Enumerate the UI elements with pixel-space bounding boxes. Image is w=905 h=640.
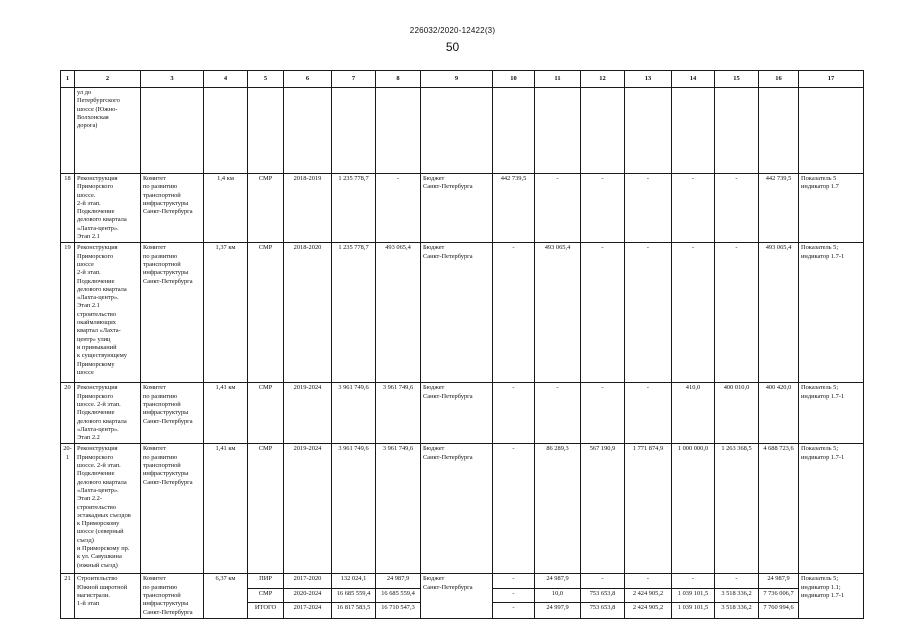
amount-cell xyxy=(672,574,715,618)
period-cell: 2018-2019 xyxy=(284,174,332,243)
executor-cell xyxy=(141,243,204,383)
sub-row-value: - xyxy=(646,575,650,583)
column-header: 12 xyxy=(581,71,625,88)
sub-row-value: 16 817 583,5 xyxy=(332,602,375,616)
column-header: 16 xyxy=(759,71,799,88)
text-line: Комитет xyxy=(143,244,166,252)
text-line: по развитию xyxy=(143,252,178,260)
text-line: центр» улиц xyxy=(77,335,111,343)
text-line: Этап 2.1 xyxy=(77,302,100,310)
text-line: по развитию xyxy=(143,583,178,591)
text-line: строительство xyxy=(77,503,117,511)
row-number: 20 xyxy=(61,383,75,444)
amount-cell: 400 010,0 xyxy=(715,383,759,444)
amount-cell xyxy=(715,574,759,618)
indicator-cell xyxy=(799,444,864,574)
text-line: инфраструктуры xyxy=(143,470,189,478)
text-line: транспортной xyxy=(143,191,181,199)
text-line: Санкт-Петербурга xyxy=(423,453,473,461)
sub-row-value: - xyxy=(512,575,515,583)
sub-row-value: - xyxy=(601,575,604,583)
text-line: и Приморскому пр. xyxy=(77,545,130,553)
empty-cell xyxy=(61,88,75,174)
sub-row-value: ПИР xyxy=(259,575,272,583)
sub-row-value: 16 685 559,4 xyxy=(332,588,375,602)
executor-cell xyxy=(141,383,204,444)
amount-cell: - xyxy=(493,383,535,444)
sub-row-value: - xyxy=(493,588,534,602)
cost-remaining-cell: 3 961 749,6 xyxy=(376,444,421,574)
period-cell xyxy=(284,574,332,618)
text-line: «Лахта-центр». xyxy=(77,294,119,302)
text-line: инфраструктуры xyxy=(143,600,189,608)
text-line: Санкт-Петербурга xyxy=(143,478,193,486)
text-line: шоссе. 2-й этап. xyxy=(77,400,121,408)
text-line: Санкт-Петербурга xyxy=(143,417,193,425)
amount-cell: 4 688 723,6 xyxy=(759,444,799,574)
text-line: Бюджет xyxy=(423,575,445,583)
column-header: 9 xyxy=(421,71,493,88)
text-line: индикатор 1.7-1 xyxy=(801,252,845,260)
amount-cell: 1 000 000,0 xyxy=(672,444,715,574)
text-line: строительство xyxy=(77,310,117,318)
sub-row-value: 2 424 905,2 xyxy=(625,602,671,616)
row-number: 20-1 xyxy=(61,444,75,574)
sub-row-value: 7 736 006,7 xyxy=(759,588,798,602)
period-cell: 2019-2024 xyxy=(284,444,332,574)
text-line: 2-й этап. xyxy=(77,199,101,207)
empty-cell xyxy=(799,88,864,174)
empty-cell xyxy=(421,88,493,174)
capacity-cell: 6,37 км xyxy=(204,574,248,618)
amount-cell: 493 065,4 xyxy=(535,243,581,383)
text-line: Волхонская xyxy=(77,113,109,121)
text-line: Подключение xyxy=(77,277,115,285)
object-name-cell xyxy=(75,574,141,618)
text-line: Санкт-Петербурга xyxy=(423,583,473,591)
text-line: Показатель 5; xyxy=(801,445,839,453)
sub-row-value: 132 024,1 xyxy=(340,575,367,583)
table-row xyxy=(61,383,864,444)
text-line: Подключение xyxy=(77,409,115,417)
sub-row-value: ИТОГО xyxy=(248,602,283,616)
empty-cell xyxy=(759,88,799,174)
work-type-cell: СМР xyxy=(248,444,284,574)
text-line: магистрали. xyxy=(77,592,110,600)
text-line: Комитет xyxy=(143,445,166,453)
text-line: Бюджет xyxy=(423,175,445,182)
text-line: индикатор 1.7-1 xyxy=(801,592,845,600)
amount-cell: - xyxy=(581,383,625,444)
text-line: эстакадных съездов xyxy=(77,511,131,519)
column-header: 7 xyxy=(332,71,376,88)
text-line: шоссе xyxy=(77,260,94,268)
column-header: 3 xyxy=(141,71,204,88)
text-line: к Приморскому xyxy=(77,520,120,528)
text-line: (южный съезд) xyxy=(77,561,118,569)
text-line: по развитию xyxy=(143,392,178,400)
amount-cell: 86 289,3 xyxy=(535,444,581,574)
text-line: Строительство xyxy=(77,575,118,583)
amount-cell xyxy=(759,574,799,618)
text-line: Подключение xyxy=(77,208,115,216)
text-line: шоссе (Южно- xyxy=(77,105,118,113)
text-line: транспортной xyxy=(143,592,181,600)
empty-cell xyxy=(581,88,625,174)
column-header: 17 xyxy=(799,71,864,88)
empty-cell xyxy=(715,88,759,174)
amount-cell: - xyxy=(715,243,759,383)
cost-total-cell: 3 961 749,6 xyxy=(332,383,376,444)
text-line: Бюджет xyxy=(423,384,445,392)
text-line: делового квартала xyxy=(77,216,127,224)
text-line: Приморского xyxy=(77,183,114,191)
row-number: 19 xyxy=(61,243,75,383)
text-line: «Лахта-центр». xyxy=(77,425,119,433)
amount-cell xyxy=(581,574,625,618)
text-line: Комитет xyxy=(143,384,166,392)
object-name-cell xyxy=(75,383,141,444)
empty-cell xyxy=(204,88,248,174)
text-line: шоссе. xyxy=(77,191,96,199)
empty-cell xyxy=(625,88,672,174)
text-line: Приморского xyxy=(77,252,114,260)
text-line: транспортной xyxy=(143,400,181,408)
text-line: Петербургского xyxy=(77,97,120,105)
cost-total-cell: 3 961 749,6 xyxy=(332,444,376,574)
text-line: делового квартала xyxy=(77,285,127,293)
text-line: шоссе xyxy=(77,368,94,376)
cost-remaining-cell: 493 065,4 xyxy=(376,243,421,383)
capacity-cell: 1,41 км xyxy=(204,444,248,574)
amount-cell: 442 739,5 xyxy=(759,174,799,243)
sub-row-value: 16 710 547,3 xyxy=(376,602,420,616)
column-header: 1 xyxy=(61,71,75,88)
source-cell xyxy=(421,574,493,618)
text-line: Показатель 5; xyxy=(801,384,839,392)
cost-total-cell: 1 235 778,7 xyxy=(332,243,376,383)
text-line: 2-й этап. xyxy=(77,269,101,277)
amount-cell: 442 739,5 xyxy=(493,174,535,243)
text-line: квартал «Лахта- xyxy=(77,327,121,335)
text-line: Комитет xyxy=(143,575,166,583)
source-cell xyxy=(421,444,493,574)
amount-cell xyxy=(535,574,581,618)
text-line: «Лахта-центр». xyxy=(77,224,119,232)
column-header: 10 xyxy=(493,71,535,88)
text-line: Приморского xyxy=(77,453,114,461)
text-line: Реконструкция xyxy=(77,445,118,453)
text-line: Бюджет xyxy=(423,244,445,252)
empty-cell xyxy=(248,88,284,174)
text-line: «Лахта-центр». xyxy=(77,486,119,494)
amount-cell xyxy=(493,574,535,618)
text-line: Этап 2.2 xyxy=(77,434,100,442)
cost-total-cell xyxy=(332,574,376,618)
text-line: Реконструкция xyxy=(77,384,118,392)
column-header: 11 xyxy=(535,71,581,88)
cost-total-cell: 1 235 778,7 xyxy=(332,174,376,243)
amount-cell: - xyxy=(672,243,715,383)
cost-remaining-cell xyxy=(376,574,421,618)
source-cell xyxy=(421,383,493,444)
text-line: Этап 2.2- xyxy=(77,495,102,503)
amount-cell: - xyxy=(672,174,715,243)
sub-row-value: - xyxy=(735,575,738,583)
text-line: 1-й этап xyxy=(77,600,100,608)
amount-cell: - xyxy=(625,243,672,383)
text-line: и примыканий xyxy=(77,343,117,351)
sub-row-value: 2020-2024 xyxy=(284,588,331,602)
table-row xyxy=(61,444,864,574)
text-line: Показатель 5 xyxy=(801,175,837,182)
sub-row-value: 2017-2020 xyxy=(293,575,322,583)
text-line: Показатель 5; xyxy=(801,244,839,252)
empty-cell xyxy=(332,88,376,174)
text-line: делового квартала xyxy=(77,417,127,425)
sub-row-value: 10,0 xyxy=(535,588,580,602)
amount-cell: - xyxy=(581,243,625,383)
capacity-cell: 1,37 км xyxy=(204,243,248,383)
empty-cell xyxy=(284,88,332,174)
cost-remaining-cell: 3 961 749,6 xyxy=(376,383,421,444)
sub-row-value: - xyxy=(691,575,695,583)
source-cell xyxy=(421,243,493,383)
sub-row-value: СМР xyxy=(248,588,283,602)
text-line: Южной широтной xyxy=(77,583,128,591)
document-id: 226032/2020-12422(3) xyxy=(409,26,496,35)
amount-cell: 493 065,4 xyxy=(759,243,799,383)
column-number-row xyxy=(61,71,864,88)
column-header: 14 xyxy=(672,71,715,88)
work-type-cell: СМР xyxy=(248,243,284,383)
text-line: Приморского xyxy=(77,392,114,400)
executor-cell xyxy=(141,574,204,618)
text-line: дорога) xyxy=(77,122,98,130)
sub-row-value: 24 997,9 xyxy=(535,602,580,616)
text-line: индикатор 1.7-1 xyxy=(801,453,845,461)
text-line: транспортной xyxy=(143,260,181,268)
empty-cell xyxy=(493,88,535,174)
text-line: Приморскому xyxy=(77,360,115,368)
column-header: 2 xyxy=(75,71,141,88)
amount-cell: 1 771 874,9 xyxy=(625,444,672,574)
indicator-cell xyxy=(799,574,864,618)
text-line: индикатор 1.7 xyxy=(801,183,839,191)
text-line: Санкт-Петербурга xyxy=(423,252,473,260)
column-header: 8 xyxy=(376,71,421,88)
amount-cell: 400 420,0 xyxy=(759,383,799,444)
amount-cell: - xyxy=(535,174,581,243)
source-cell xyxy=(421,174,493,243)
sub-row-value: 24 987,9 xyxy=(767,575,790,583)
sub-row-value: 3 518 336,2 xyxy=(715,588,758,602)
amount-cell: 567 190,9 xyxy=(581,444,625,574)
table-row xyxy=(61,88,864,174)
text-line: Показатель 5; xyxy=(801,575,839,583)
text-line: по развитию xyxy=(143,453,178,461)
text-line: ул до xyxy=(77,89,92,96)
empty-cell xyxy=(141,88,204,174)
cost-remaining-cell: - xyxy=(376,174,421,243)
sub-row-value: - xyxy=(493,602,534,616)
column-header: 15 xyxy=(715,71,759,88)
object-name-cell xyxy=(75,88,141,174)
capacity-cell: 1,4 км xyxy=(204,174,248,243)
sub-row-value: 2017-2024 xyxy=(284,602,331,616)
text-line: по развитию xyxy=(143,183,178,191)
text-line: Этап 2.1 xyxy=(77,233,100,241)
text-line: индикатор 1.7-1 xyxy=(801,392,845,400)
indicator-cell xyxy=(799,174,864,243)
program-table xyxy=(60,70,864,619)
sub-row-value: 24 987,9 xyxy=(386,575,410,583)
text-line: инфраструктуры xyxy=(143,409,189,417)
text-line: к ул. Савушкина xyxy=(77,553,122,561)
text-line: инфраструктуры xyxy=(143,199,189,207)
sub-row-value: 1 039 101,5 xyxy=(672,588,714,602)
text-line: Санкт-Петербурга xyxy=(143,608,193,616)
empty-cell xyxy=(672,88,715,174)
table-row xyxy=(61,174,864,243)
capacity-cell: 1,41 км xyxy=(204,383,248,444)
text-line: Реконструкция xyxy=(77,244,118,252)
text-line: шоссе (северный xyxy=(77,528,124,536)
sub-row-value: 16 685 559,4 xyxy=(376,588,420,602)
column-header: 5 xyxy=(248,71,284,88)
object-name-cell xyxy=(75,243,141,383)
amount-cell: - xyxy=(715,174,759,243)
text-line: Подключение xyxy=(77,470,115,478)
sub-row-value: 753 653,8 xyxy=(581,602,624,616)
text-line: инфраструктуры xyxy=(143,269,189,277)
work-type-cell: СМР xyxy=(248,383,284,444)
amount-cell: - xyxy=(581,174,625,243)
text-line: Санкт-Петербурга xyxy=(143,208,193,216)
page-number: 50 xyxy=(445,40,460,54)
table-row xyxy=(61,243,864,383)
empty-cell xyxy=(376,88,421,174)
sub-row-value: 1 039 101,5 xyxy=(672,602,714,616)
column-header: 13 xyxy=(625,71,672,88)
text-line: индикатор 1.1; xyxy=(801,583,841,591)
text-line: Комитет xyxy=(143,175,166,182)
sub-row-value: 3 518 336,2 xyxy=(715,602,758,616)
indicator-cell xyxy=(799,383,864,444)
table-row xyxy=(61,574,864,618)
sub-row-value: 753 653,8 xyxy=(581,588,624,602)
row-number: 18 xyxy=(61,174,75,243)
work-type-cell xyxy=(248,574,284,618)
object-name-cell xyxy=(75,174,141,243)
amount-cell: - xyxy=(493,444,535,574)
sub-row-value: 2 424 905,2 xyxy=(625,588,671,602)
amount-cell xyxy=(625,574,672,618)
amount-cell: 410,0 xyxy=(672,383,715,444)
work-type-cell: СМР xyxy=(248,174,284,243)
amount-cell: - xyxy=(625,174,672,243)
period-cell: 2019-2024 xyxy=(284,383,332,444)
amount-cell: - xyxy=(625,383,672,444)
amount-cell: 1 263 368,5 xyxy=(715,444,759,574)
text-line: Бюджет xyxy=(423,445,445,453)
text-line: делового квартала xyxy=(77,478,127,486)
text-line: окаймляющих xyxy=(77,319,116,327)
amount-cell: - xyxy=(535,383,581,444)
amount-cell: - xyxy=(493,243,535,383)
text-line: транспортной xyxy=(143,462,181,470)
sub-row-value: 24 987,9 xyxy=(546,575,569,583)
text-line: к существующему xyxy=(77,352,127,360)
text-line: Санкт-Петербурга xyxy=(423,392,473,400)
text-line: Реконструкция xyxy=(77,175,118,182)
sub-row-value: 7 760 994,6 xyxy=(759,602,798,616)
period-cell: 2018-2020 xyxy=(284,243,332,383)
executor-cell xyxy=(141,444,204,574)
text-line: Санкт-Петербурга xyxy=(423,183,473,191)
object-name-cell xyxy=(75,444,141,574)
text-line: съезд) xyxy=(77,536,94,544)
column-header: 6 xyxy=(284,71,332,88)
row-number: 21 xyxy=(61,574,75,618)
text-line: шоссе. 2-й этап. xyxy=(77,462,121,470)
column-header: 4 xyxy=(204,71,248,88)
empty-cell xyxy=(535,88,581,174)
text-line: Санкт-Петербурга xyxy=(143,277,193,285)
indicator-cell xyxy=(799,243,864,383)
executor-cell xyxy=(141,174,204,243)
